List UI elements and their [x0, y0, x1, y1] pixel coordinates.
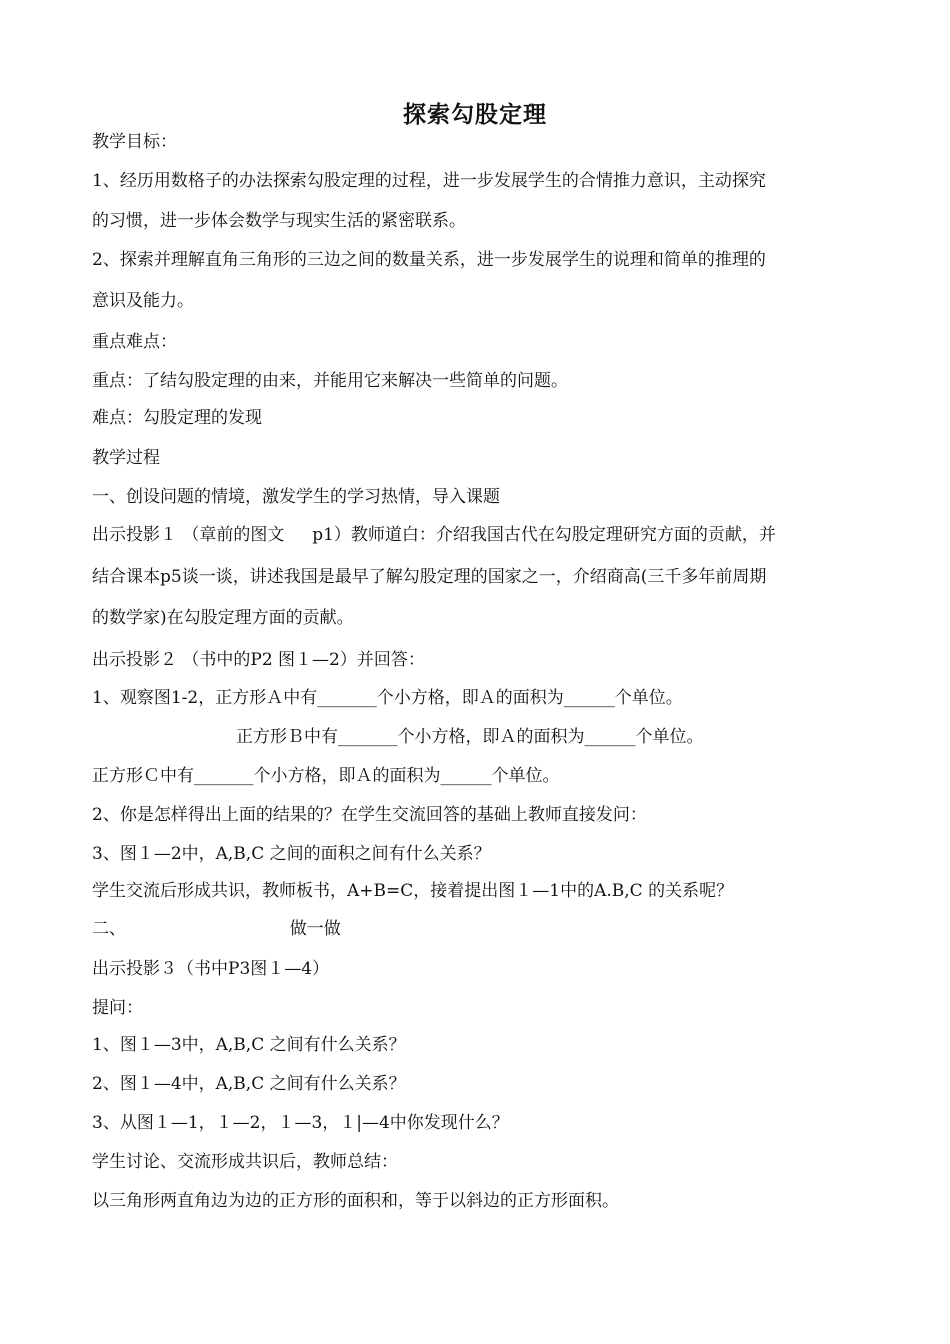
paragraph-line: 以三角形两直角边为边的正方形的面积和，等于以斜边的正方形面积。	[92, 1191, 619, 1211]
paragraph-line: 2、探索并理解直角三角形的三边之间的数量关系，进一步发展学生的说理和简单的推理的	[92, 250, 766, 270]
paragraph-line: 出示投影１ （章前的图文 p1）教师道白：介绍我国古代在勾股定理研究方面的贡献，并	[92, 525, 776, 545]
paragraph-line: 重点：了结勾股定理的由来，并能用它来解决一些简单的问题。	[92, 371, 568, 391]
paragraph-line: 一、创设问题的情境，激发学生的学习热情，导入课题	[92, 487, 500, 507]
paragraph-line: 3、从图１—1，１—2，１—3，１|—4中你发现什么？	[92, 1113, 509, 1133]
paragraph-line: 学生交流后形成共识，教师板书，A+B=C，接着提出图１—1中的A.B,C 的关系呢？	[92, 881, 734, 901]
paragraph-line: 正方形Ｂ中有_______个小方格，即Ａ的面积为______个单位。	[236, 727, 704, 747]
paragraph-line: 1、经历用数格子的办法探索勾股定理的过程，进一步发展学生的合情推力意识，主动探究	[92, 171, 766, 191]
paragraph-line: 1、图１—3中，A,B,C 之间有什么关系？	[92, 1035, 406, 1055]
paragraph-line: 结合课本p5谈一谈，讲述我国是最早了解勾股定理的国家之一，介绍商高(三千多年前周期	[92, 567, 767, 587]
paragraph-line: 的数学家)在勾股定理方面的贡献。	[92, 608, 354, 628]
paragraph-line: 的习惯，进一步体会数学与现实生活的紧密联系。	[92, 211, 466, 231]
paragraph-line: 1、观察图1-2，正方形Ａ中有_______个小方格，即Ａ的面积为______个单位。	[92, 688, 683, 708]
section-heading-key-points: 重点难点：	[92, 332, 177, 352]
paragraph-line: 难点：勾股定理的发现	[92, 408, 262, 428]
paragraph-line: 学生讨论、交流形成共识后，教师总结：	[92, 1152, 398, 1172]
paragraph-line: 2、图１—4中，A,B,C 之间有什么关系？	[92, 1074, 406, 1094]
paragraph-line: 出示投影３（书中P3图１—4）	[92, 959, 330, 979]
section-heading-process: 教学过程	[92, 448, 160, 468]
paragraph-line: 2、你是怎样得出上面的结果的？在学生交流回答的基础上教师直接发问：	[92, 805, 647, 825]
paragraph-line: 出示投影２ （书中的P2 图１—2）并回答：	[92, 650, 425, 670]
document-title: 探索勾股定理	[403, 101, 547, 128]
section-heading-objectives: 教学目标：	[92, 132, 177, 152]
section-heading-practice: 二、 做一做	[92, 919, 341, 939]
paragraph-line: 意识及能力。	[92, 291, 194, 311]
paragraph-line: 3、图１—2中，A,B,C 之间的面积之间有什么关系？	[92, 844, 491, 864]
paragraph-line: 提问：	[92, 998, 143, 1018]
paragraph-line: 正方形Ｃ中有_______个小方格，即Ａ的面积为______个单位。	[92, 766, 560, 786]
